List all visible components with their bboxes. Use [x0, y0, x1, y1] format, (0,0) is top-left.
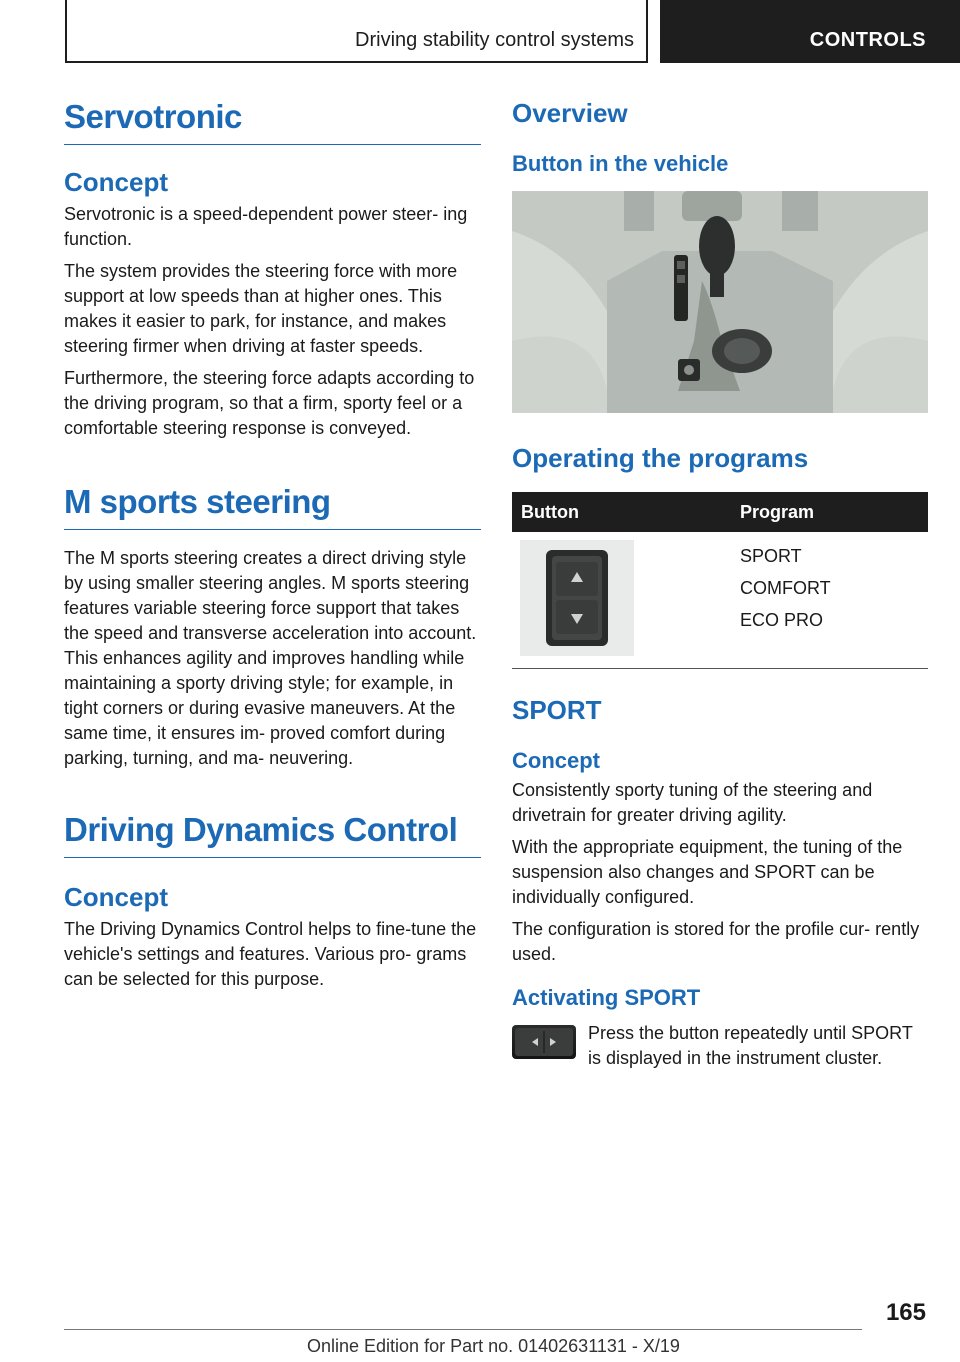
- ddc-concept-heading: Concept: [64, 882, 168, 912]
- servotronic-paragraph-3: Furthermore, the steering force adapts according to the driving program, so that a firm, sporty feel or a comfortable steering response is conveyed.: [64, 368, 475, 438]
- operating-programs-heading: Operating the programs: [512, 443, 809, 473]
- table-row: [512, 532, 928, 669]
- activating-sport-heading: Activating SPORT: [512, 985, 701, 1010]
- column-header-program: Program: [740, 502, 815, 522]
- programs-table-header: [512, 492, 928, 532]
- servotronic-paragraph-2: The system provides the steering force with more support at low speeds than at higher ones. This makes it easier to park, for instance, and makes steering firmer when driving at faster speeds.: [64, 261, 458, 356]
- m-sports-steering-heading: M sports steering: [64, 483, 481, 530]
- column-header-button: Button: [521, 502, 579, 522]
- sport-concept-heading: Concept: [512, 748, 600, 773]
- program-item: COMFORT: [740, 578, 831, 598]
- servotronic-paragraph-1: Servotronic is a speed-dependent power steer‐ ing function.: [64, 204, 468, 249]
- edition-note: Online Edition for Part no. 01402631131 - X/19: [307, 1336, 680, 1356]
- servotronic-heading: Servotronic: [64, 98, 481, 145]
- header-chapter-box: [660, 0, 960, 63]
- ddc-paragraph: The Driving Dynamics Control helps to fine-tune the vehicle's settings and features. Various pro‐ grams can be selected for this purpose.: [64, 919, 477, 989]
- sport-heading: SPORT: [512, 695, 602, 725]
- program-button-image: [520, 540, 634, 656]
- m-sports-paragraph: The M sports steering creates a direct driving style by using smaller steering angles. M sports steering features variable steering force support that takes the speed and transverse acceleration into account. This enhances agility and improves handling while maintaining a sporty driving style; for example, in tight corners or during evasive maneuvers. At the same time, it ensures im‐ proved comfort during parking, turning, and ma‐ neuvering.: [64, 548, 477, 768]
- right-column: [512, 98, 928, 1071]
- page-number: 165: [885, 1299, 926, 1326]
- left-column: [64, 98, 481, 999]
- overview-heading: Overview: [512, 98, 628, 128]
- program-item: SPORT: [740, 546, 802, 566]
- sport-button-icon: [512, 1025, 576, 1059]
- footer-divider: [64, 1329, 862, 1330]
- sport-paragraph-2: With the appropriate equipment, the tuning of the suspension also changes and SPORT can be individually configured.: [512, 837, 903, 907]
- center-console-photo: [512, 191, 928, 413]
- ddc-heading: Driving Dynamics Control: [64, 811, 481, 858]
- sport-paragraph-3: The configuration is stored for the profile cur‐ rently used.: [512, 919, 920, 964]
- activating-sport-block: [512, 1021, 928, 1071]
- button-in-vehicle-heading: Button in the vehicle: [512, 151, 729, 176]
- header-section-box: [65, 0, 648, 63]
- program-list: [740, 540, 831, 636]
- rocker-switch-icon: [520, 540, 634, 656]
- activating-sport-text: Press the button repeatedly until SPORT is displayed in the instrument cluster.: [588, 1023, 913, 1068]
- section-title: Driving stability control systems: [355, 29, 634, 51]
- rocker-button-icon: [512, 1025, 576, 1059]
- program-item: ECO PRO: [740, 610, 824, 630]
- programs-table: [512, 492, 928, 669]
- sport-paragraph-1: Consistently sporty tuning of the steering and drivetrain for greater driving agility.: [512, 780, 873, 825]
- center-console-illustration: [512, 191, 928, 413]
- chapter-title: CONTROLS: [809, 29, 926, 51]
- servotronic-concept-heading: Concept: [64, 167, 168, 197]
